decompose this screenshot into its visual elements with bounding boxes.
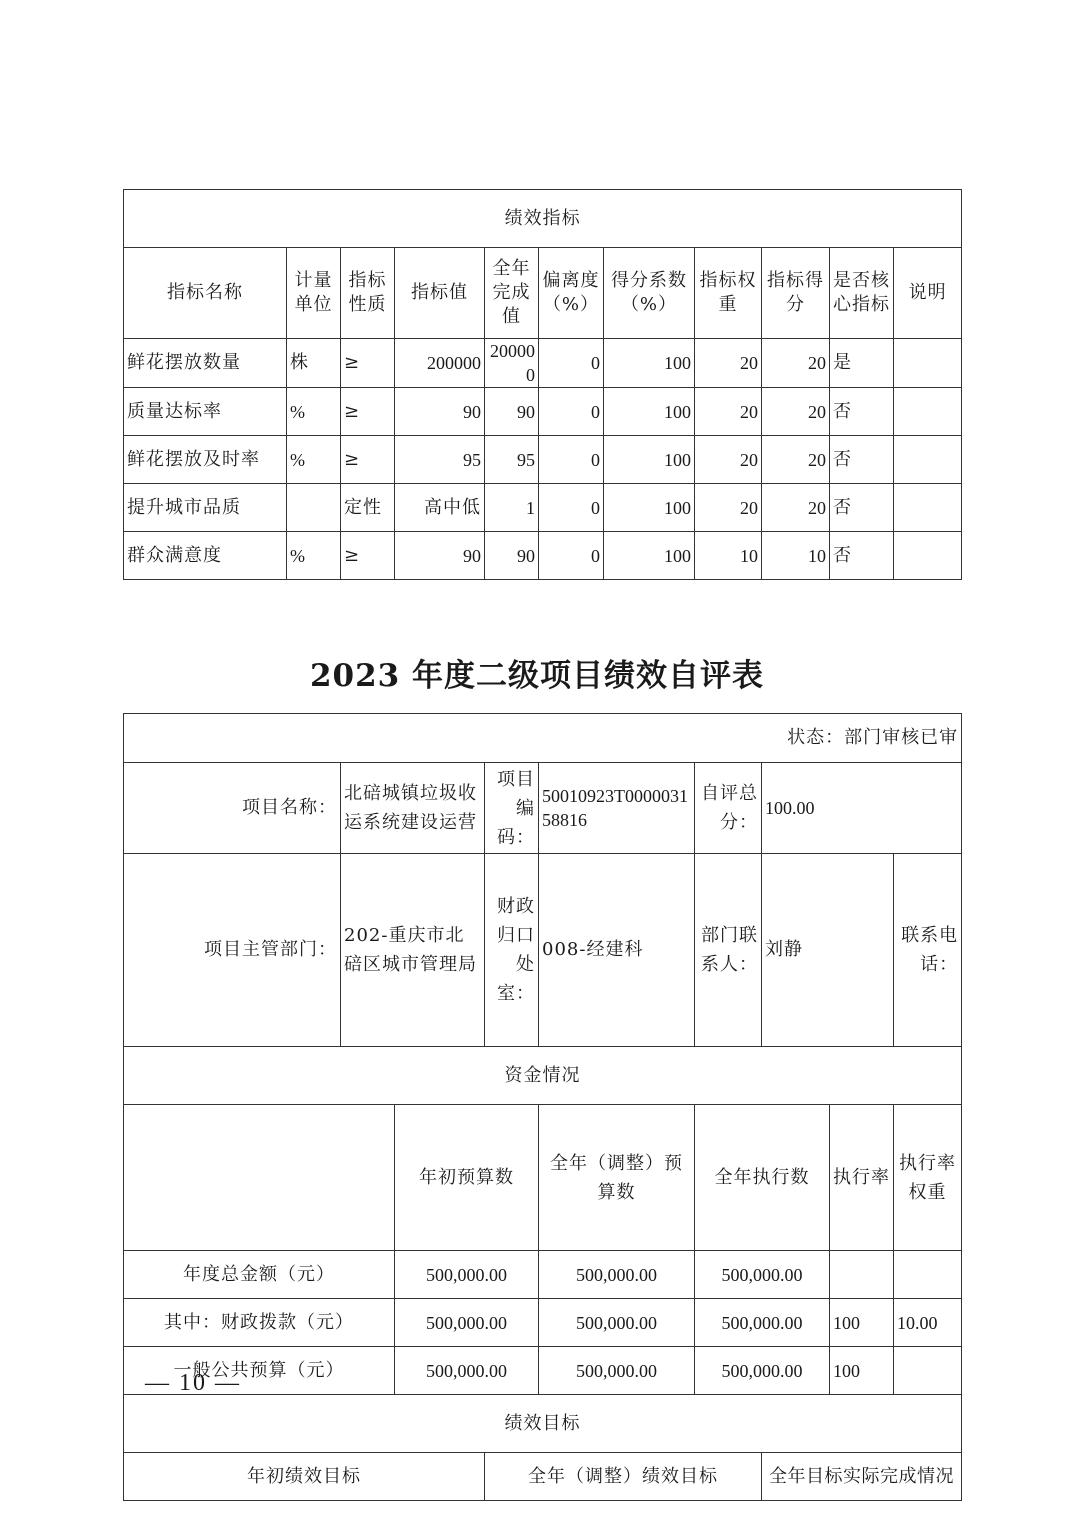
header-cell: 全年执行数 [695, 1105, 830, 1251]
indicator-note [894, 339, 962, 388]
indicator-nature: ≥ [341, 388, 395, 436]
indicator-actual: 90 [485, 388, 539, 436]
fund-executed: 500,000.00 [695, 1251, 830, 1299]
department: 202-重庆市北碚区城市管理局 [341, 854, 485, 1047]
indicator-deviation: 0 [539, 532, 604, 580]
fund-initial: 500,000.00 [395, 1251, 539, 1299]
indicator-score: 20 [762, 436, 830, 484]
indicator-weight: 10 [695, 532, 762, 580]
header-cell: 执行率 [830, 1105, 894, 1251]
project-code-label: 项目编码： [485, 763, 539, 854]
fund-adjusted: 500,000.00 [539, 1251, 695, 1299]
indicator-core: 否 [830, 436, 894, 484]
indicator-coefficient: 100 [604, 484, 695, 532]
indicator-core: 否 [830, 388, 894, 436]
indicator-nature: 定性 [341, 484, 395, 532]
fund-rate: 100 [830, 1299, 894, 1347]
fund-label: 一般公共预算（元） [124, 1347, 395, 1395]
indicator-actual: 90 [485, 532, 539, 580]
indicator-weight: 20 [695, 484, 762, 532]
header-cell: 是否核心指标 [830, 248, 894, 339]
fund-rate: 100 [830, 1347, 894, 1395]
phone-label: 联系电话： [894, 854, 962, 1047]
table-row [124, 484, 962, 532]
header-cell: 指标得分 [762, 248, 830, 339]
self-score: 100.00 [762, 763, 962, 854]
indicator-deviation: 0 [539, 436, 604, 484]
section-title-goals: 绩效目标 [124, 1395, 962, 1453]
table-row [124, 1299, 962, 1347]
indicator-name: 质量达标率 [124, 388, 287, 436]
section-title-indicators: 绩效指标 [124, 190, 962, 248]
fund-initial: 500,000.00 [395, 1347, 539, 1395]
indicator-core: 否 [830, 532, 894, 580]
indicator-coefficient: 100 [604, 339, 695, 388]
indicator-name: 群众满意度 [124, 532, 287, 580]
header-cell: 说明 [894, 248, 962, 339]
indicator-deviation: 0 [539, 339, 604, 388]
fund-rate-weight: 10.00 [894, 1299, 962, 1347]
header-cell: 年初绩效目标 [124, 1453, 485, 1501]
indicator-name: 鲜花摆放及时率 [124, 436, 287, 484]
indicator-target: 200000 [395, 339, 485, 388]
indicator-core: 是 [830, 339, 894, 388]
indicator-target: 90 [395, 532, 485, 580]
indicator-name: 鲜花摆放数量 [124, 339, 287, 388]
indicator-name: 提升城市品质 [124, 484, 287, 532]
fund-adjusted: 500,000.00 [539, 1299, 695, 1347]
indicator-target: 高中低 [395, 484, 485, 532]
fund-executed: 500,000.00 [695, 1299, 830, 1347]
indicator-coefficient: 100 [604, 436, 695, 484]
table-row [124, 339, 962, 388]
table-row [124, 1347, 962, 1395]
indicator-coefficient: 100 [604, 388, 695, 436]
page-number: — 10 — [145, 1370, 241, 1396]
project-name-label: 项目名称： [124, 763, 341, 854]
indicator-unit: 株 [287, 339, 341, 388]
section-title-funds: 资金情况 [124, 1047, 962, 1105]
department-label: 项目主管部门： [124, 854, 341, 1047]
goals-header-row [124, 1453, 962, 1501]
header-cell: 偏离度（%） [539, 248, 604, 339]
indicator-unit: % [287, 532, 341, 580]
project-info-row [124, 763, 962, 854]
indicator-target: 95 [395, 436, 485, 484]
header-cell: 指标名称 [124, 248, 287, 339]
indicator-weight: 20 [695, 388, 762, 436]
table-row [124, 1251, 962, 1299]
indicator-note [894, 388, 962, 436]
review-status: 状态：部门审核已审 [124, 714, 962, 763]
fund-adjusted: 500,000.00 [539, 1347, 695, 1395]
header-cell: 全年（调整）绩效目标 [485, 1453, 762, 1501]
performance-indicator-table [123, 189, 962, 580]
header-cell: 指标权重 [695, 248, 762, 339]
indicator-weight: 20 [695, 339, 762, 388]
indicator-coefficient: 100 [604, 532, 695, 580]
indicator-nature: ≥ [341, 532, 395, 580]
header-cell: 执行率权重 [894, 1105, 962, 1251]
fund-executed: 500,000.00 [695, 1347, 830, 1395]
indicator-actual: 200000 [485, 339, 539, 388]
indicator-note [894, 436, 962, 484]
table-header-row [124, 248, 962, 339]
finance-office-label: 财政归口处室： [485, 854, 539, 1047]
self-evaluation-table [123, 713, 962, 1501]
indicator-score: 20 [762, 484, 830, 532]
header-cell [124, 1105, 395, 1251]
self-score-label: 自评总分： [695, 763, 762, 854]
header-cell: 指标性质 [341, 248, 395, 339]
fund-rate-weight [894, 1347, 962, 1395]
indicator-note [894, 484, 962, 532]
header-cell: 年初预算数 [395, 1105, 539, 1251]
fund-label: 年度总金额（元） [124, 1251, 395, 1299]
funds-header-row [124, 1105, 962, 1251]
fund-rate [830, 1251, 894, 1299]
indicator-actual: 95 [485, 436, 539, 484]
header-cell: 计量单位 [287, 248, 341, 339]
indicator-nature: ≥ [341, 339, 395, 388]
indicator-target: 90 [395, 388, 485, 436]
indicator-unit: % [287, 436, 341, 484]
indicator-score: 20 [762, 339, 830, 388]
project-code: 500109​23T000003158816 [539, 763, 695, 854]
indicator-core: 否 [830, 484, 894, 532]
table-row [124, 388, 962, 436]
indicator-unit: % [287, 388, 341, 436]
fund-initial: 500,000.00 [395, 1299, 539, 1347]
indicator-score: 20 [762, 388, 830, 436]
header-cell: 全年完成值 [485, 248, 539, 339]
finance-office: 008-经建科 [539, 854, 695, 1047]
indicator-actual: 1 [485, 484, 539, 532]
indicator-nature: ≥ [341, 436, 395, 484]
table-row [124, 436, 962, 484]
contact-person: 刘静 [762, 854, 894, 1047]
contact-label: 部门联系人： [695, 854, 762, 1047]
indicator-deviation: 0 [539, 484, 604, 532]
header-cell: 得分系数（%） [604, 248, 695, 339]
indicator-deviation: 0 [539, 388, 604, 436]
header-cell: 全年目标实际完成情况 [762, 1453, 962, 1501]
department-info-row [124, 854, 962, 1047]
indicator-weight: 20 [695, 436, 762, 484]
indicator-note [894, 532, 962, 580]
table-row [124, 532, 962, 580]
project-name: 北碚城镇垃圾收运系统建设运营 [341, 763, 485, 854]
indicator-unit [287, 484, 341, 532]
fund-rate-weight [894, 1251, 962, 1299]
fund-label: 其中：财政拨款（元） [124, 1299, 395, 1347]
header-cell: 指标值 [395, 248, 485, 339]
header-cell: 全年（调整）预算数 [539, 1105, 695, 1251]
indicator-score: 10 [762, 532, 830, 580]
document-title: 2023 年度二级项目绩效自评表 [309, 658, 765, 694]
